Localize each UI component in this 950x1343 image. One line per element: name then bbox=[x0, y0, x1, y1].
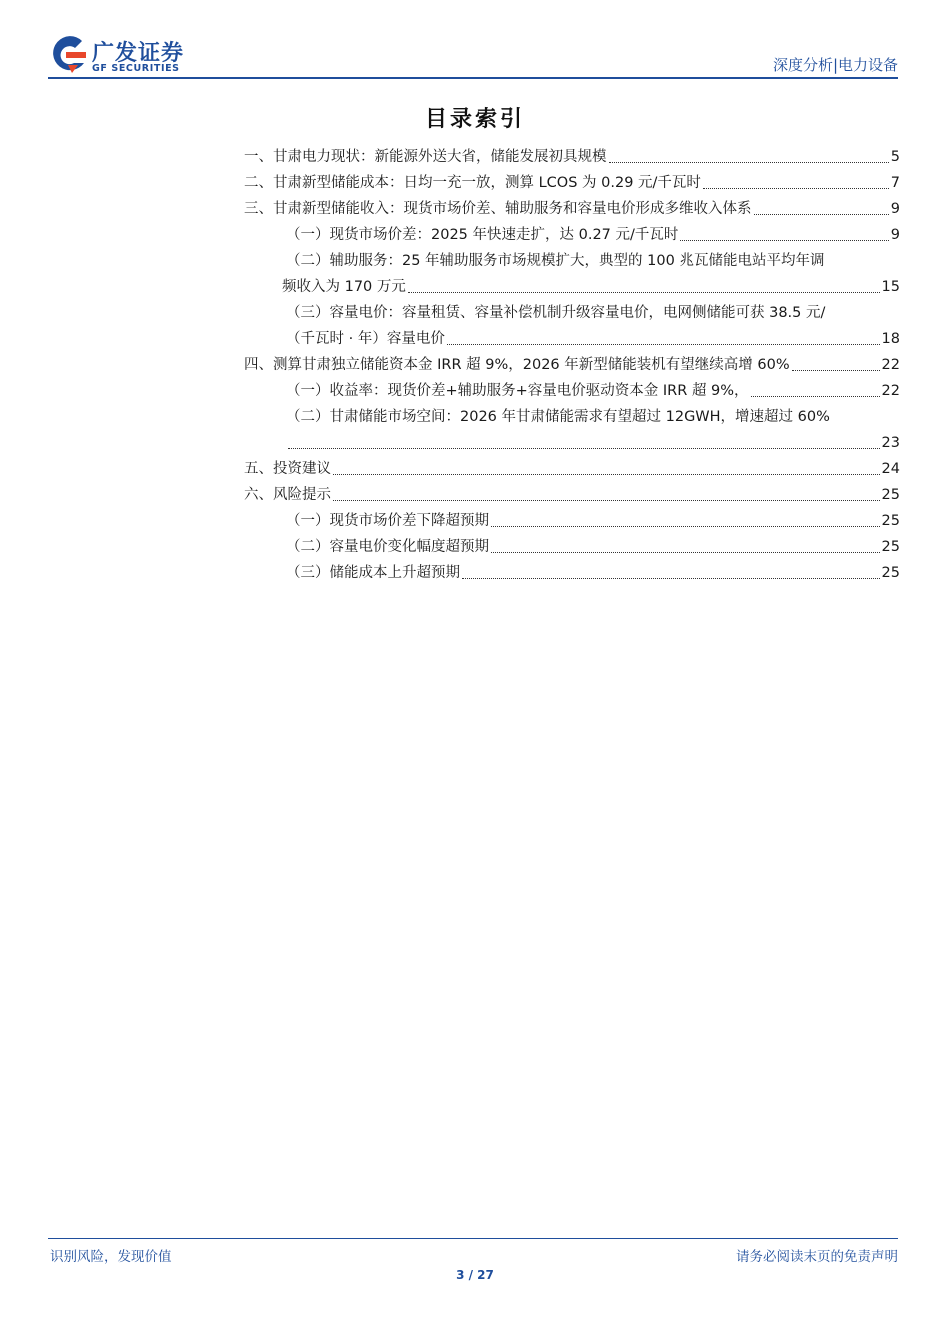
page-header bbox=[48, 34, 898, 80]
toc-leader-dots bbox=[333, 474, 880, 475]
toc-entry-4[interactable] bbox=[244, 352, 900, 376]
toc-entry-3[interactable] bbox=[244, 196, 900, 220]
report-category: 深度分析|电力设备 bbox=[772, 56, 898, 74]
page-number: 3 / 27 bbox=[456, 1268, 494, 1282]
toc-entry-page: 9 bbox=[890, 201, 900, 217]
toc-entry-page: 18 bbox=[881, 331, 900, 347]
toc-leader-dots bbox=[491, 552, 880, 553]
toc-entry-3-3-cont[interactable] bbox=[286, 326, 900, 350]
toc-entry-page: 25 bbox=[881, 513, 900, 529]
toc-entry-text: （二）甘肃储能市场空间：2026 年甘肃储能需求有望超过 12GWH，增速超过 60% bbox=[286, 409, 830, 425]
toc-leader-dots bbox=[288, 448, 880, 449]
toc-entry-page: 25 bbox=[881, 487, 900, 503]
company-logo bbox=[48, 34, 208, 80]
toc-entry-3-3[interactable] bbox=[286, 300, 900, 324]
footer-divider bbox=[48, 1238, 898, 1239]
toc-entry-text-continued: （千瓦时 · 年）容量电价 bbox=[286, 331, 445, 347]
footer-slogan: 识别风险，发现价值 bbox=[50, 1249, 172, 1265]
toc-entry-5[interactable] bbox=[244, 456, 900, 480]
toc-entry-text: （三）储能成本上升超预期 bbox=[286, 565, 460, 581]
header-divider bbox=[48, 77, 898, 79]
gf-logo-icon bbox=[48, 35, 90, 75]
toc-entry-text: （一）现货市场价差：2025 年快速走扩，达 0.27 元/千瓦时 bbox=[286, 227, 679, 243]
toc-leader-dots bbox=[754, 214, 889, 215]
toc-entry-text: （二）容量电价变化幅度超预期 bbox=[286, 539, 489, 555]
toc-entry-page: 25 bbox=[881, 565, 900, 581]
toc-entry-text: 四、测算甘肃独立储能资本金 IRR 超 9%，2026 年新型储能装机有望继续高增 60% bbox=[244, 357, 790, 373]
toc-leader-dots bbox=[462, 578, 880, 579]
toc-entry-page: 22 bbox=[881, 357, 900, 373]
footer-disclaimer-note: 请务必阅读末页的免责声明 bbox=[736, 1249, 898, 1265]
toc-leader-dots bbox=[680, 240, 888, 241]
toc-entry-text: （三）容量电价：容量租赁、容量补偿机制升级容量电价，电网侧储能可获 38.5 元/ bbox=[286, 305, 826, 321]
toc-entry-4-1[interactable] bbox=[286, 378, 900, 402]
toc-entry-4-2-cont[interactable] bbox=[286, 430, 900, 454]
toc-entry-6-2[interactable] bbox=[286, 534, 900, 558]
toc-leader-dots bbox=[792, 370, 880, 371]
toc-entry-6[interactable] bbox=[244, 482, 900, 506]
toc-entry-1[interactable] bbox=[244, 144, 900, 168]
toc-entry-6-1[interactable] bbox=[286, 508, 900, 532]
toc-entry-4-2[interactable] bbox=[286, 404, 900, 428]
toc-entry-text: （一）现货市场价差下降超预期 bbox=[286, 513, 489, 529]
toc-entry-text: 六、风险提示 bbox=[244, 487, 331, 503]
toc-entry-page: 24 bbox=[881, 461, 900, 477]
toc-leader-dots bbox=[751, 396, 880, 397]
toc-leader-dots bbox=[447, 344, 880, 345]
toc-entry-page: 23 bbox=[881, 435, 900, 451]
toc-entry-page: 7 bbox=[890, 175, 900, 191]
toc-entry-page: 22 bbox=[881, 383, 900, 399]
logo-english-name: GF SECURITIES bbox=[92, 63, 180, 74]
toc-entry-text: 三、甘肃新型储能收入：现货市场价差、辅助服务和容量电价形成多维收入体系 bbox=[244, 201, 752, 217]
toc-entry-text: 一、甘肃电力现状：新能源外送大省，储能发展初具规模 bbox=[244, 149, 607, 165]
toc-entry-3-2-cont[interactable] bbox=[282, 274, 900, 298]
toc-entry-2[interactable] bbox=[244, 170, 900, 194]
toc-entry-page: 25 bbox=[881, 539, 900, 555]
toc-leader-dots bbox=[333, 500, 880, 501]
toc-leader-dots bbox=[609, 162, 889, 163]
toc-entry-text: 五、投资建议 bbox=[244, 461, 331, 477]
toc-entry-text: （一）收益率：现货价差+辅助服务+容量电价驱动资本金 IRR 超 9%， bbox=[286, 383, 749, 399]
toc-entry-text: （二）辅助服务：25 年辅助服务市场规模扩大，典型的 100 兆瓦储能电站平均年调 bbox=[286, 253, 825, 269]
toc-leader-dots bbox=[491, 526, 880, 527]
toc-entry-text-continued: 频收入为 170 万元 bbox=[282, 279, 406, 295]
toc-entry-6-3[interactable] bbox=[286, 560, 900, 584]
logo-chinese-name: 广发证券 bbox=[92, 41, 185, 66]
toc-entry-3-1[interactable] bbox=[286, 222, 900, 246]
toc-entry-text: 二、甘肃新型储能成本：日均一充一放，测算 LCOS 为 0.29 元/千瓦时 bbox=[244, 175, 701, 191]
toc-leader-dots bbox=[408, 292, 880, 293]
toc-entry-page: 5 bbox=[890, 149, 900, 165]
toc-entry-3-2[interactable] bbox=[286, 248, 900, 272]
toc-title: 目录索引 bbox=[424, 106, 525, 132]
toc-entry-page: 9 bbox=[890, 227, 900, 243]
toc-leader-dots bbox=[703, 188, 889, 189]
toc-entry-page: 15 bbox=[881, 279, 900, 295]
